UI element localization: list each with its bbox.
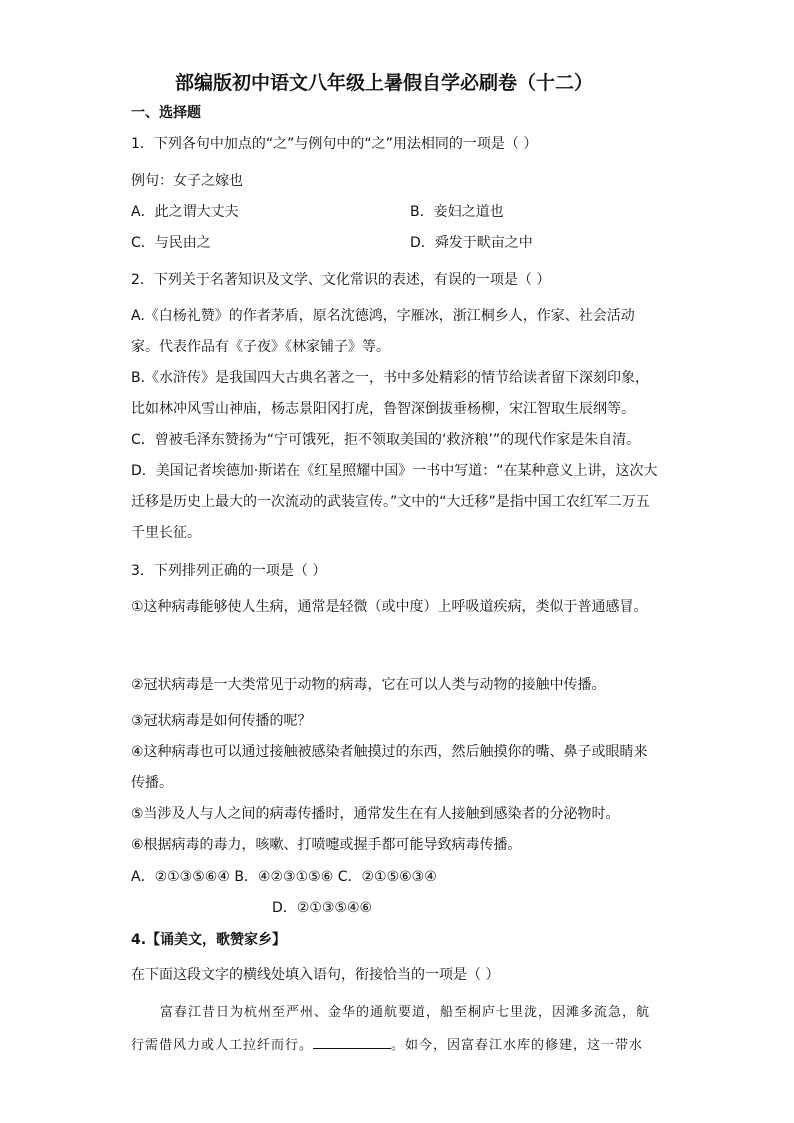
q1-option-b: B．妾妇之道也 [410, 204, 504, 220]
q2-option-d-line2: 迁移是历史上最大的一次流动的武装宣传。”文中的“大迁移”是指中国工农红军二万五 [131, 494, 650, 510]
q2-option-a-line2: 家。代表作品有《子夜》《林家铺子》等。 [131, 339, 390, 355]
q3-sentence-4-line2: 传播。 [131, 775, 173, 791]
section-heading: 一、选择题 [131, 105, 201, 121]
q3-stem: 3．下列排列正确的一项是（ ） [131, 563, 327, 579]
q3-sentence-2: ②冠状病毒是一大类常见于动物的病毒，它在可以人类与动物的接触中传播。 [131, 677, 606, 693]
q1-option-a: A．此之谓大丈夫 [131, 204, 239, 220]
q3-sentence-5: ⑤当涉及人与人之间的病毒传播时，通常发生在有人接触到感染者的分泌物时。 [131, 806, 620, 822]
q1-example: 例句：女子之嫁也 [131, 173, 243, 189]
q3-sentence-4-line1: ④这种病毒也可以通过接触被感染者触摸过的东西，然后触摸你的嘴、鼻子或眼睛来 [131, 744, 648, 760]
q2-stem: 2．下列关于名著知识及文学、文化常识的表述，有误的一项是（ ） [131, 272, 551, 288]
q1-option-c: C．与民由之 [131, 235, 211, 251]
q2-option-a-line1: A.《白杨礼赞》的作者茅盾，原名沈德鸿，字雁冰，浙江桐乡人，作家、社会活动 [131, 308, 635, 324]
q4-passage-line2 [131, 1034, 643, 1056]
answer-blank [313, 1034, 391, 1049]
q3-option-d: D．②①③⑤④⑥ [272, 900, 373, 916]
q4-passage-line2-start: 行需借风力或人工拉纤而行。 [131, 1038, 314, 1053]
q3-options-abc: A．②①③⑤⑥④ B．④②③①⑤⑥ C．②①⑤⑥③④ [131, 869, 437, 885]
q2-option-b-line1: B.《水浒传》是我国四大古典名著之一，书中多处精彩的情节给读者留下深刻印象， [131, 370, 650, 386]
q2-option-b-line2: 比如林冲风雪山神庙，杨志景阳冈打虎，鲁智深倒拔垂杨柳，宋江智取生辰纲等。 [131, 401, 635, 417]
q4-heading: 4.【诵美文，歌赞家乡】 [131, 932, 287, 948]
q4-stem: 在下面这段文字的横线处填入语句，衔接恰当的一项是（ ） [131, 967, 500, 983]
q1-option-d: D．舜发于畎亩之中 [410, 235, 533, 251]
q4-passage-line1: 富春江昔日为杭州至严州、金华的通航要道，船至桐庐七里泷，因滩多流急，航 [160, 1005, 651, 1020]
q1-stem: 1．下列各句中加点的“之”与例句中的“之”用法相同的一项是（ ） [131, 136, 538, 152]
q3-sentence-6: ⑥根据病毒的毒力，咳嗽、打喷嚏或握手都可能导致病毒传播。 [131, 837, 522, 853]
q3-sentence-1: ①这种病毒能够使人生病，通常是轻微（或中度）上呼吸道疾病，类似于普通感冒。 [131, 599, 648, 615]
q3-sentence-3: ③冠状病毒是如何传播的呢？ [131, 713, 312, 729]
q2-option-d-line1: D．美国记者埃德加·斯诺在《红星照耀中国》一书中写道：“在某种意义上讲，这次大 [131, 463, 658, 479]
q2-option-c: C．曾被毛泽东赞扬为“宁可饿死，拒不领取美国的‘救济粮’”的现代作家是朱自清。 [131, 432, 641, 448]
document-title: 部编版初中语文八年级上暑假自学必刷卷（十二） [175, 72, 594, 94]
q4-passage-line2-end: 。如今，因富春江水库的修建，这一带水 [391, 1038, 644, 1053]
q2-option-d-line3: 千里长征。 [131, 525, 201, 541]
